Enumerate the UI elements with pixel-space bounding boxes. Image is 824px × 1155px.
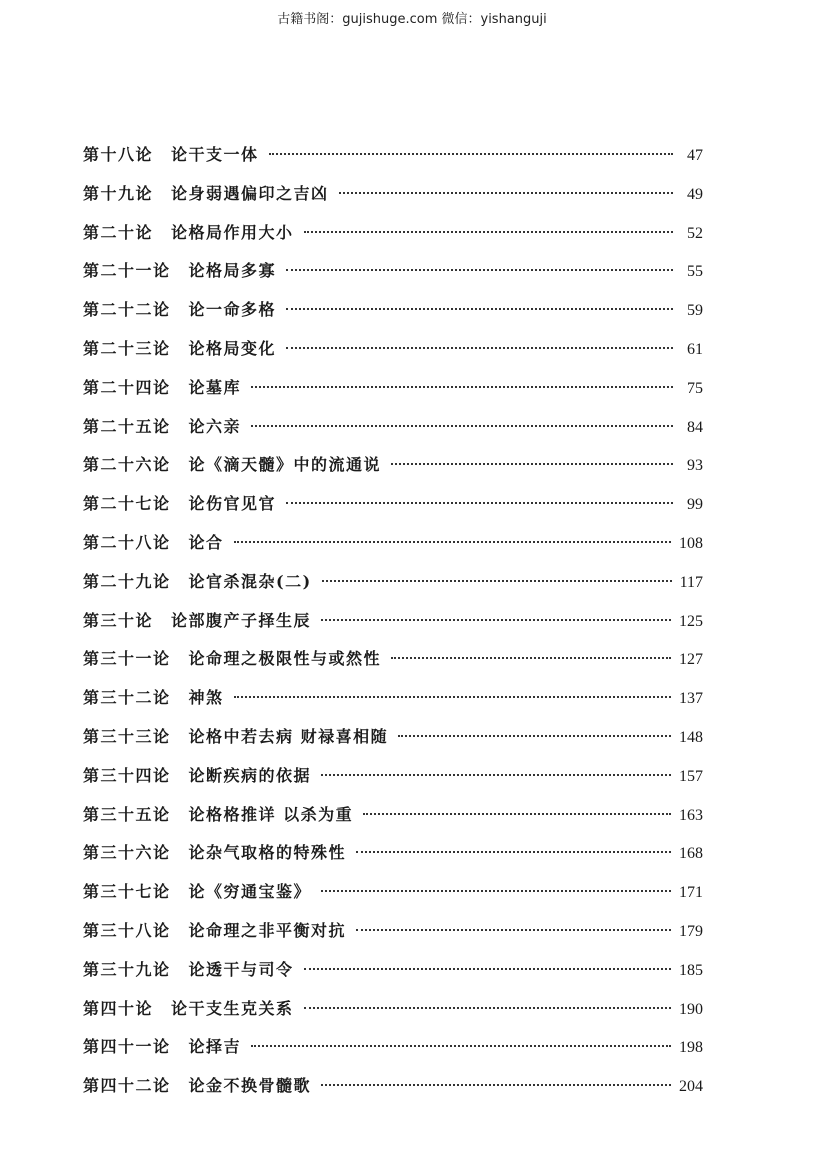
chapter-number: 第四十论 xyxy=(83,998,154,1018)
watermark-text: 古籍书阁：gujishuge.com 微信：yishanguji xyxy=(277,12,547,27)
chapter-number: 第三十二论 xyxy=(83,688,171,708)
toc-entry[interactable] xyxy=(83,528,703,567)
chapter-title: 论伤官见官 xyxy=(188,494,277,514)
page-number: 204 xyxy=(679,1078,703,1096)
chapter-number: 第二十一论 xyxy=(83,261,171,281)
chapter-number: 第二十七论 xyxy=(83,494,171,514)
chapter-number: 第四十一论 xyxy=(83,1037,171,1057)
page-number: 59 xyxy=(687,302,703,320)
toc-entry[interactable] xyxy=(83,450,703,489)
dot-leader xyxy=(398,735,671,737)
chapter-title: 论格局作用大小 xyxy=(171,222,294,242)
page-number: 137 xyxy=(679,690,703,708)
dot-leader xyxy=(286,269,673,271)
chapter-number: 第二十四论 xyxy=(83,377,171,397)
chapter-number: 第三十七论 xyxy=(83,882,171,902)
toc-entry[interactable] xyxy=(83,800,703,839)
dot-leader xyxy=(339,192,673,194)
chapter-title: 论一命多格 xyxy=(188,300,277,320)
chapter-number: 第三十八论 xyxy=(83,920,171,940)
toc-entry[interactable] xyxy=(83,334,703,373)
toc-entry[interactable] xyxy=(83,916,703,955)
dot-leader xyxy=(304,231,673,233)
dot-leader xyxy=(363,813,671,815)
chapter-title: 论金不换骨髓歌 xyxy=(188,1076,312,1096)
chapter-number: 第三十九论 xyxy=(83,959,171,979)
chapter-title: 论干支生克关系 xyxy=(171,998,294,1018)
page-number: 125 xyxy=(679,612,703,630)
dot-leader xyxy=(321,890,671,892)
toc-entry[interactable] xyxy=(83,1071,703,1110)
chapter-number: 第二十论 xyxy=(83,222,154,242)
page-number: 190 xyxy=(679,1000,703,1018)
toc-entry[interactable] xyxy=(83,179,703,218)
chapter-number: 第十九论 xyxy=(83,183,154,203)
chapter-title: 论格中若去病 财禄喜相随 xyxy=(188,726,389,746)
chapter-title: 论择吉 xyxy=(188,1037,242,1057)
dot-leader xyxy=(251,386,673,388)
chapter-number: 第三十四论 xyxy=(83,765,171,785)
chapter-title: 论身弱遇偏印之吉凶 xyxy=(171,183,329,203)
dot-leader xyxy=(251,1045,671,1047)
toc-entry[interactable] xyxy=(83,994,703,1033)
page-number: 168 xyxy=(679,845,703,863)
toc-entry[interactable] xyxy=(83,567,703,606)
toc-entry[interactable] xyxy=(83,218,703,257)
chapter-number: 第十八论 xyxy=(83,145,154,164)
toc-entry[interactable] xyxy=(83,140,703,179)
chapter-number: 第二十九论 xyxy=(83,571,171,591)
toc-entry[interactable] xyxy=(83,877,703,916)
chapter-number: 第二十六论 xyxy=(83,455,171,475)
chapter-number: 第三十论 xyxy=(83,610,154,630)
toc-entry[interactable] xyxy=(83,412,703,451)
page-number: 185 xyxy=(679,961,703,979)
chapter-title: 论官杀混杂(二) xyxy=(188,571,312,591)
chapter-title: 论命理之极限性与或然性 xyxy=(188,649,382,669)
page-number: 52 xyxy=(687,224,703,242)
page-number: 75 xyxy=(687,379,703,397)
dot-leader xyxy=(304,1007,671,1009)
dot-leader xyxy=(322,580,672,582)
dot-leader xyxy=(234,696,671,698)
dot-leader xyxy=(356,929,671,931)
page-number: 171 xyxy=(679,884,703,902)
page-number: 179 xyxy=(679,922,703,940)
toc-entry[interactable] xyxy=(83,838,703,877)
chapter-number: 第四十二论 xyxy=(83,1076,171,1096)
chapter-number: 第二十五论 xyxy=(83,416,171,436)
page-number: 84 xyxy=(687,418,703,436)
chapter-number: 第三十三论 xyxy=(83,726,171,746)
toc-entry[interactable] xyxy=(83,644,703,683)
chapter-number: 第三十六论 xyxy=(83,843,171,863)
toc-entry[interactable] xyxy=(83,606,703,645)
page-number: 198 xyxy=(679,1039,703,1057)
chapter-title: 论干支一体 xyxy=(171,145,259,164)
page-number: 55 xyxy=(687,263,703,281)
page-number: 47 xyxy=(687,147,703,164)
chapter-number: 第三十一论 xyxy=(83,649,171,669)
chapter-number: 第三十五论 xyxy=(83,804,171,824)
chapter-number: 第二十二论 xyxy=(83,300,171,320)
toc-entry[interactable] xyxy=(83,1032,703,1071)
toc-entry[interactable] xyxy=(83,683,703,722)
dot-leader xyxy=(269,153,673,155)
page-number: 61 xyxy=(687,340,703,358)
page-number: 117 xyxy=(679,573,703,591)
page-number: 127 xyxy=(679,651,703,669)
chapter-title: 论断疾病的依据 xyxy=(188,765,312,785)
dot-leader xyxy=(286,347,673,349)
toc-entry[interactable] xyxy=(83,256,703,295)
chapter-title: 论命理之非平衡对抗 xyxy=(188,920,347,940)
page-number: 148 xyxy=(679,728,703,746)
chapter-title: 论杂气取格的特殊性 xyxy=(188,843,347,863)
toc-entry[interactable] xyxy=(83,295,703,334)
page-number: 108 xyxy=(679,534,703,552)
chapter-title: 论《穷通宝鉴》 xyxy=(188,882,312,902)
chapter-title: 论合 xyxy=(188,532,224,552)
table-of-contents xyxy=(83,140,703,1110)
chapter-title: 论格局多寡 xyxy=(188,261,277,281)
chapter-title: 论部腹产子择生辰 xyxy=(171,610,312,630)
chapter-number: 第二十八论 xyxy=(83,532,171,552)
toc-entry[interactable] xyxy=(83,955,703,994)
chapter-title: 论《滴天髓》中的流通说 xyxy=(188,455,382,475)
page-number: 99 xyxy=(687,496,703,514)
toc-entry[interactable] xyxy=(83,722,703,761)
page-number: 93 xyxy=(687,457,703,475)
dot-leader xyxy=(321,619,671,621)
dot-leader xyxy=(234,541,671,543)
dot-leader xyxy=(286,308,673,310)
chapter-title: 神煞 xyxy=(188,688,224,708)
dot-leader xyxy=(391,463,673,465)
chapter-number: 第二十三论 xyxy=(83,338,171,358)
dot-leader xyxy=(321,1084,671,1086)
chapter-title: 论格局变化 xyxy=(188,338,277,358)
chapter-title: 论墓库 xyxy=(188,377,242,397)
dot-leader xyxy=(356,851,671,853)
chapter-title: 论格格推详 以杀为重 xyxy=(188,804,354,824)
chapter-title: 论透干与司令 xyxy=(188,959,294,979)
chapter-title: 论六亲 xyxy=(188,416,242,436)
dot-leader xyxy=(304,968,671,970)
dot-leader xyxy=(286,502,673,504)
page-number: 49 xyxy=(687,185,703,203)
dot-leader xyxy=(321,774,671,776)
dot-leader xyxy=(251,425,673,427)
page-number: 163 xyxy=(679,806,703,824)
toc-entry[interactable] xyxy=(83,761,703,800)
page-number: 157 xyxy=(679,767,703,785)
toc-entry[interactable] xyxy=(83,373,703,412)
dot-leader xyxy=(391,657,671,659)
toc-entry[interactable] xyxy=(83,489,703,528)
